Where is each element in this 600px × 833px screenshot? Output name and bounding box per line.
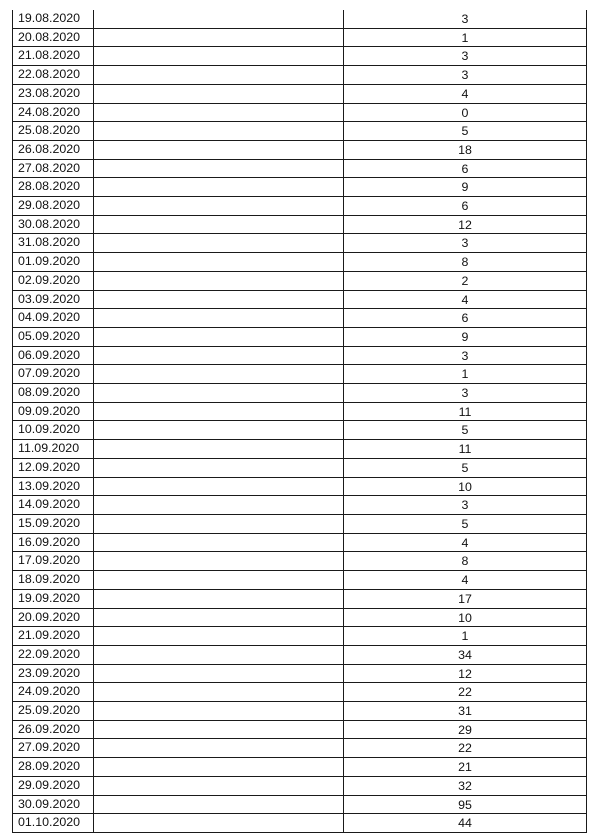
count-cell: 9	[344, 327, 587, 346]
empty-cell	[94, 253, 344, 272]
date-cell: 29.08.2020	[13, 197, 94, 216]
date-cell: 02.09.2020	[13, 271, 94, 290]
date-cell: 09.09.2020	[13, 402, 94, 421]
count-cell: 4	[344, 533, 587, 552]
date-cell: 30.08.2020	[13, 215, 94, 234]
table-row	[13, 10, 587, 28]
empty-cell	[94, 776, 344, 795]
date-cell: 08.09.2020	[13, 384, 94, 403]
date-cell: 27.08.2020	[13, 159, 94, 178]
count-cell: 22	[344, 683, 587, 702]
count-cell: 3	[344, 66, 587, 85]
date-cell: 13.09.2020	[13, 477, 94, 496]
empty-cell	[94, 758, 344, 777]
count-cell: 44	[344, 814, 587, 833]
empty-cell	[94, 514, 344, 533]
empty-cell	[94, 477, 344, 496]
count-cell: 10	[344, 477, 587, 496]
count-cell: 3	[344, 10, 587, 28]
count-cell: 3	[344, 47, 587, 66]
empty-cell	[94, 10, 344, 28]
date-cell: 18.09.2020	[13, 571, 94, 590]
date-cell: 27.09.2020	[13, 739, 94, 758]
table-row	[13, 795, 587, 814]
table-row	[13, 271, 587, 290]
count-cell: 22	[344, 739, 587, 758]
empty-cell	[94, 271, 344, 290]
count-cell: 34	[344, 645, 587, 664]
count-cell: 18	[344, 140, 587, 159]
count-cell: 6	[344, 159, 587, 178]
empty-cell	[94, 384, 344, 403]
count-cell: 11	[344, 402, 587, 421]
empty-cell	[94, 795, 344, 814]
date-cell: 23.08.2020	[13, 84, 94, 103]
count-cell: 4	[344, 290, 587, 309]
empty-cell	[94, 645, 344, 664]
count-cell: 29	[344, 720, 587, 739]
table-row	[13, 421, 587, 440]
empty-cell	[94, 458, 344, 477]
empty-cell	[94, 608, 344, 627]
table-row	[13, 627, 587, 646]
date-cell: 25.08.2020	[13, 122, 94, 141]
date-cell: 20.08.2020	[13, 28, 94, 47]
empty-cell	[94, 589, 344, 608]
table-row	[13, 440, 587, 459]
table-row	[13, 365, 587, 384]
empty-cell	[94, 739, 344, 758]
table-row	[13, 234, 587, 253]
empty-cell	[94, 683, 344, 702]
date-cell: 24.09.2020	[13, 683, 94, 702]
empty-cell	[94, 215, 344, 234]
count-cell: 6	[344, 309, 587, 328]
table-row	[13, 47, 587, 66]
date-cell: 01.10.2020	[13, 814, 94, 833]
count-cell: 9	[344, 178, 587, 197]
count-cell: 3	[344, 234, 587, 253]
table-row	[13, 309, 587, 328]
empty-cell	[94, 84, 344, 103]
count-cell: 12	[344, 215, 587, 234]
date-cell: 17.09.2020	[13, 552, 94, 571]
count-cell: 0	[344, 103, 587, 122]
count-cell: 5	[344, 421, 587, 440]
count-cell: 3	[344, 496, 587, 515]
empty-cell	[94, 440, 344, 459]
empty-cell	[94, 28, 344, 47]
count-cell: 1	[344, 365, 587, 384]
table-row	[13, 290, 587, 309]
table-row	[13, 402, 587, 421]
table-row	[13, 683, 587, 702]
date-cell: 20.09.2020	[13, 608, 94, 627]
table-row	[13, 178, 587, 197]
date-cell: 21.09.2020	[13, 627, 94, 646]
table-row	[13, 702, 587, 721]
date-cell: 19.09.2020	[13, 589, 94, 608]
date-cell: 28.09.2020	[13, 758, 94, 777]
count-cell: 12	[344, 664, 587, 683]
empty-cell	[94, 421, 344, 440]
table-row	[13, 814, 587, 833]
count-cell: 5	[344, 122, 587, 141]
count-cell: 10	[344, 608, 587, 627]
table-row	[13, 589, 587, 608]
date-cell: 12.09.2020	[13, 458, 94, 477]
count-cell: 3	[344, 346, 587, 365]
table-row	[13, 346, 587, 365]
date-cell: 22.09.2020	[13, 645, 94, 664]
count-cell: 1	[344, 627, 587, 646]
date-cell: 28.08.2020	[13, 178, 94, 197]
table-row	[13, 571, 587, 590]
count-cell: 6	[344, 197, 587, 216]
date-cell: 06.09.2020	[13, 346, 94, 365]
table-row	[13, 253, 587, 272]
table-row	[13, 664, 587, 683]
table-row	[13, 84, 587, 103]
empty-cell	[94, 140, 344, 159]
date-cell: 26.08.2020	[13, 140, 94, 159]
count-cell: 21	[344, 758, 587, 777]
table-row	[13, 496, 587, 515]
date-cell: 26.09.2020	[13, 720, 94, 739]
empty-cell	[94, 346, 344, 365]
table-row	[13, 533, 587, 552]
table-row	[13, 66, 587, 85]
table-row	[13, 122, 587, 141]
date-cell: 19.08.2020	[13, 10, 94, 28]
empty-cell	[94, 664, 344, 683]
empty-cell	[94, 533, 344, 552]
empty-cell	[94, 627, 344, 646]
table-row	[13, 159, 587, 178]
empty-cell	[94, 496, 344, 515]
count-cell: 1	[344, 28, 587, 47]
table-row	[13, 776, 587, 795]
date-cell: 29.09.2020	[13, 776, 94, 795]
empty-cell	[94, 402, 344, 421]
table-row	[13, 758, 587, 777]
table-row	[13, 720, 587, 739]
table-row	[13, 103, 587, 122]
count-cell: 2	[344, 271, 587, 290]
date-cell: 30.09.2020	[13, 795, 94, 814]
count-cell: 8	[344, 253, 587, 272]
table-row	[13, 28, 587, 47]
date-cell: 07.09.2020	[13, 365, 94, 384]
table-body	[13, 10, 587, 832]
date-cell: 11.09.2020	[13, 440, 94, 459]
table-row	[13, 458, 587, 477]
empty-cell	[94, 122, 344, 141]
table-row	[13, 215, 587, 234]
count-cell: 32	[344, 776, 587, 795]
empty-cell	[94, 197, 344, 216]
table-row	[13, 608, 587, 627]
empty-cell	[94, 814, 344, 833]
empty-cell	[94, 309, 344, 328]
empty-cell	[94, 327, 344, 346]
daily-count-table	[12, 10, 587, 833]
date-cell: 05.09.2020	[13, 327, 94, 346]
empty-cell	[94, 290, 344, 309]
empty-cell	[94, 552, 344, 571]
count-cell: 31	[344, 702, 587, 721]
date-cell: 14.09.2020	[13, 496, 94, 515]
count-cell: 17	[344, 589, 587, 608]
date-cell: 15.09.2020	[13, 514, 94, 533]
table-row	[13, 477, 587, 496]
date-cell: 04.09.2020	[13, 309, 94, 328]
date-cell: 03.09.2020	[13, 290, 94, 309]
count-cell: 5	[344, 458, 587, 477]
count-cell: 5	[344, 514, 587, 533]
empty-cell	[94, 365, 344, 384]
table-row	[13, 514, 587, 533]
empty-cell	[94, 571, 344, 590]
empty-cell	[94, 159, 344, 178]
date-cell: 23.09.2020	[13, 664, 94, 683]
count-cell: 4	[344, 571, 587, 590]
empty-cell	[94, 47, 344, 66]
empty-cell	[94, 66, 344, 85]
date-cell: 31.08.2020	[13, 234, 94, 253]
empty-cell	[94, 103, 344, 122]
date-cell: 21.08.2020	[13, 47, 94, 66]
empty-cell	[94, 720, 344, 739]
date-cell: 01.09.2020	[13, 253, 94, 272]
empty-cell	[94, 178, 344, 197]
table-row	[13, 327, 587, 346]
table-row	[13, 645, 587, 664]
count-cell: 11	[344, 440, 587, 459]
count-cell: 8	[344, 552, 587, 571]
date-cell: 16.09.2020	[13, 533, 94, 552]
date-cell: 22.08.2020	[13, 66, 94, 85]
count-cell: 4	[344, 84, 587, 103]
date-cell: 24.08.2020	[13, 103, 94, 122]
empty-cell	[94, 234, 344, 253]
table-row	[13, 552, 587, 571]
empty-cell	[94, 702, 344, 721]
table-row	[13, 384, 587, 403]
count-cell: 3	[344, 384, 587, 403]
count-cell: 95	[344, 795, 587, 814]
table-row	[13, 197, 587, 216]
table-row	[13, 739, 587, 758]
date-cell: 10.09.2020	[13, 421, 94, 440]
table-row	[13, 140, 587, 159]
date-cell: 25.09.2020	[13, 702, 94, 721]
